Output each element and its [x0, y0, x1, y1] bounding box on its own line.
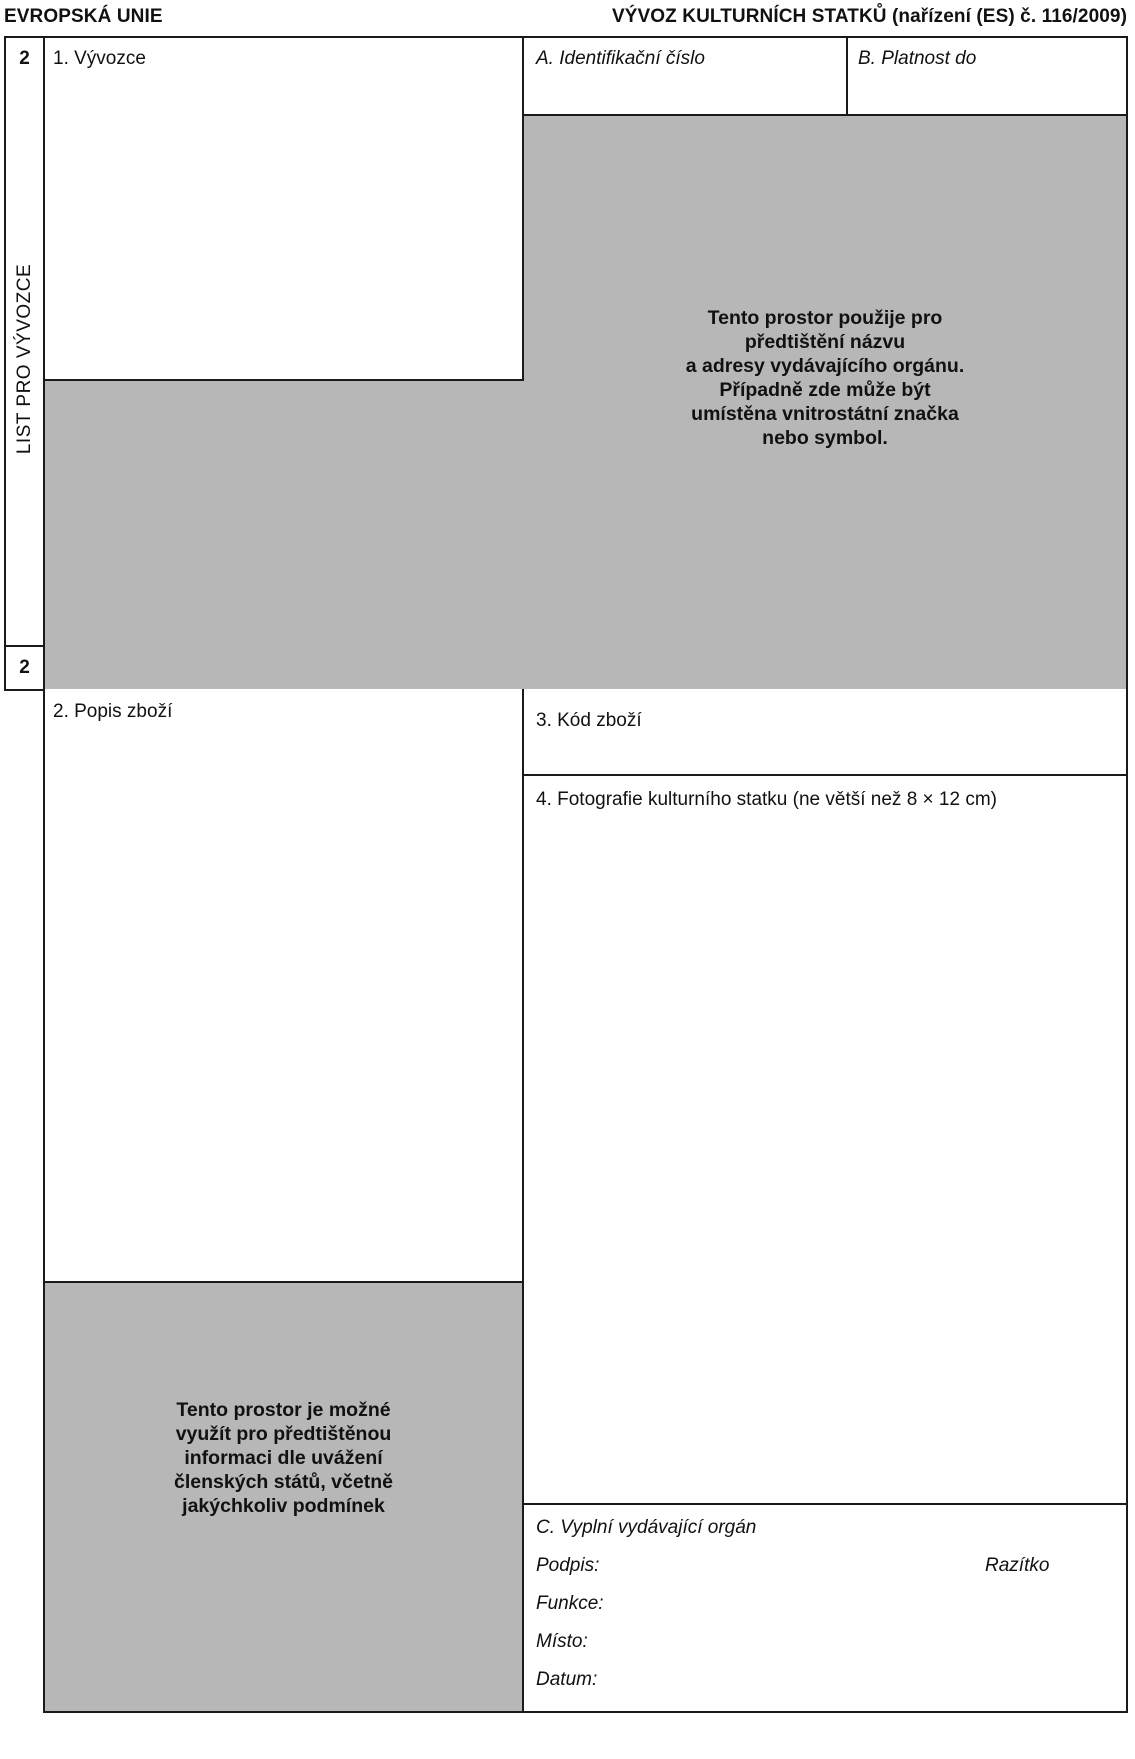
signature-label: Podpis:	[536, 1555, 600, 1576]
identification-number-field[interactable]	[524, 38, 848, 116]
issuing-body-gray-area-lower	[45, 381, 526, 689]
goods-code-label: 3. Kód zboží	[536, 710, 642, 731]
member-states-note: Tento prostor je možné využít pro předtištěnou informaci dle uvážení členských států, včetně jakýchkoliv podmínek	[174, 1399, 393, 1517]
side-top-number-text: 2	[19, 47, 30, 69]
identification-number-label: A. Identifikační číslo	[536, 48, 705, 69]
side-vertical-label: LIST PRO VÝVOZCE	[14, 263, 35, 455]
exporter-label: 1. Vývozce	[53, 48, 146, 69]
valid-until-field[interactable]	[848, 38, 1126, 116]
issuing-authority-title: C. Vyplní vydávající orgán	[536, 1517, 757, 1538]
side-bottom-number-text: 2	[19, 657, 30, 678]
side-bottom-number	[4, 645, 45, 691]
member-states-gray-area	[45, 1281, 522, 1711]
photo-field[interactable]	[524, 776, 1126, 1505]
issuing-authority-field	[524, 1505, 1126, 1711]
description-field[interactable]	[45, 691, 522, 1281]
function-label: Funkce:	[536, 1593, 604, 1614]
goods-code-field[interactable]	[524, 691, 1126, 776]
place-label: Místo:	[536, 1631, 588, 1652]
header-right: VÝVOZ KULTURNÍCH STATKŮ (nařízení (ES) č. 116/2009)	[611, 6, 1127, 27]
date-label: Datum:	[536, 1669, 598, 1690]
stamp-label: Razítko	[985, 1555, 1050, 1576]
exporter-field[interactable]	[45, 38, 524, 381]
side-label-cell	[4, 79, 45, 647]
header-left: EVROPSKÁ UNIE	[4, 6, 163, 27]
side-top-number	[4, 36, 45, 81]
description-label: 2. Popis zboží	[53, 701, 173, 722]
valid-until-label: B. Platnost do	[858, 48, 977, 69]
photo-label: 4. Fotografie kulturního statku (ne větší než 8 × 12 cm)	[536, 789, 997, 810]
issuing-body-note: Tento prostor použije pro předtištění názvu a adresy vydávajícího orgánu. Případně zde může být umístěna vnitrostátní značka nebo symbol.	[685, 307, 965, 449]
